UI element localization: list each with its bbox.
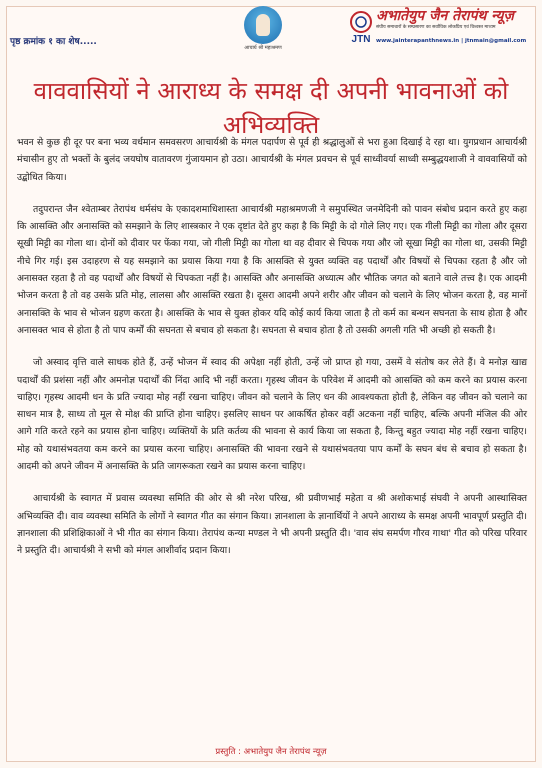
acharya-portrait-icon	[244, 6, 282, 44]
article-credit: प्रस्तुति : अभातेयुप जैन तेरापंथ न्यूज़	[215, 747, 327, 757]
paragraph-3: जो अस्वाद वृत्ति वाले साधक होते हैं, उन्हें भोजन में स्वाद की अपेक्षा नहीं होती, उन्हें जो प्राप्त हो गया, उसमें वे संतोष कर लेते हैं। वे मनोज्ञ खाद्य पदार्थों की प्रशंसा नहीं और अमनोज्ञ पदार्थों की निंदा आदि भी नहीं करता। गृहस्थ जीवन के परिवेश में आदमी को आसक्ति को कम करने का प्रयास करना चाहिए। गृहस्थ आदमी धन के प्रति ज्यादा मोह नहीं रखना चाहिए। जीवन को चलाने के लिए धन की आवश्यकता होती है, लेकिन वह जीवन को चलाने का साधन मात्र है, साध्य तो मूल से मोक्ष की प्राप्ति होना चाहिए। इसलिए साधन पर आकर्षित होकर वहीं अटकना नहीं चाहिए, बल्कि अपनी मंजिल की ओर आगे गति करते रहने का प्रयास होना चाहिए। व्यक्तियों के प्रति कर्तव्य की भावना से कार्य किया जा सकता है, किन्तु बहुत ज्यादा मोह नहीं रखना चाहिए। मोह को यथासंभवतया कम करने का प्रयास करना चाहिए। अनासक्ति की भावना रखने से यथासंभवतया पाप कर्मों के सघन बंध से बचाव हो सकता है। आदमी को अपने जीवन में अनासक्ति के प्रति जागरूकता रखने का प्रयास करना चाहिए।	[17, 357, 527, 473]
acharya-logo	[232, 6, 294, 50]
jtn-brand-logo	[346, 4, 538, 54]
brand-subtitle: संघीय समाचारों के सम्प्रसारण का सर्वाधिक लोकप्रिय एवं विश्वस्त माध्यम	[376, 25, 496, 30]
acharya-logo-caption: आचार्य श्री महाश्रमण	[244, 45, 282, 51]
brand-url: www.jainterapanthnews.in | jtnmain@gmail.com	[376, 38, 527, 44]
brand-title: अभातेयुप जैन तेरापंथ न्यूज़	[376, 8, 514, 24]
paragraph-2: तदुपरान्त जैन श्वेताम्बर तेरापंथ धर्मसंघ के एकादशमाधिशास्ता आचार्यश्री महाश्रमणजी ने समुपस्थित जनमेदिनी को पावन संबोध प्रदान करते हुए कहा कि आसक्ति और अनासक्ति को समझाने के लिए शास्त्रकार ने एक दृष्टांत देते हुए कहा है कि मिट्टी के दो गोले लिए गए। एक गीली मिट्टी का गोला और दूसरा सूखी मिट्टी का गोला था। दोनों को दीवार पर फेंका गया, जो गीली मिट्टी का गोला था वह दीवार से चिपक गया और जो सूखा मिट्टी का गोला था, उसकी मिट्टी नीचे गिर गई। इस उदाहरण से यह समझाने का प्रयास किया गया है कि आसक्ति से युक्त व्यक्ति वह पदार्थों और विषयों से चिपका रहता है और जो अनासक्त रहता है तो वह पदार्थों और विषयों से चिपकता नहीं है। आसक्ति और अनासक्ति अध्यात्म और भौतिक जगत को बताने वाले तत्त्व है। एक आदमी भोजन करता है तो वह उसके प्रति मोह, लालसा और आसक्ति रखता है। दूसरा आदमी अपने शरीर और जीवन को चलाने के लिए भोजन करता है, वह मानों अनासक्ति के भाव से भोजन ग्रहण करता है। आसक्ति के भाव से युक्त होकर यदि कोई कार्य किया जाता है तो कर्म का बन्धन सघनता के साथ होता है और अनासक्त भाव से होता है तो पाप कर्मों की सघनता से बचाव हो सकता है। सघनता से बचाव होता है तो उसकी अगली गति भी अच्छी हो सकती है।	[17, 203, 527, 336]
paragraph-4: आचार्यश्री के स्वागत में प्रवास व्यवस्था समिति की ओर से श्री नरेश परिख, श्री प्रवीणभाई महेता व श्री अशोकभाई संघवी ने अपनी आस्थासिक्त अभिव्यक्ति दी। वाव व्यवस्था समिति के लोगों ने स्वागत गीत का संगान किया। ज्ञानशाला के ज्ञानार्थियों ने अपने आराध्य के समक्ष अपनी भावपूर्ण प्रस्तुति दी। ज्ञानशाला की प्रशिक्षिकाओं ने भी गीत का संगान किया। तेरापंथ कन्या मण्डल ने भी अपनी प्रस्तुति दी। 'वाव संघ समर्पण गौरव गाथा' गीत को परिख परिवार ने प्रस्तुति दी। आचार्यश्री ने सभी को मंगल आशीर्वाद प्रदान किया।	[17, 493, 527, 557]
article-body	[17, 134, 527, 575]
jtn-logo-icon	[346, 10, 376, 44]
article-title: वाववासियों ने आराध्य के समक्ष दी अपनी भावनाओं को अभिव्यक्ति	[33, 77, 509, 140]
paragraph-1: भवन से कुछ ही दूर पर बना भव्य वर्धमान समवसरण आचार्यश्री के मंगल पदार्पण से पूर्व ही श्रद्धालुओं से भरा हुआ दिखाई दे रहा था। युगप्रधान आचार्यश्री मंचासीन हुए तो भक्तों के बुलंद जयघोष वातावरण गुंजायमान हो उठा। आचार्यश्री के मंगल प्रवचन से पूर्व साध्वीवर्या साध्वी सम्बुद्धयशाजी ने वाववासियों को उद्बोधित किया।	[17, 137, 527, 183]
page-continuation-label: पृष्ठ क्रमांक १ का शेष.....	[10, 37, 97, 47]
header	[0, 0, 542, 56]
jtn-logo-mark-text: JTN	[351, 34, 371, 44]
